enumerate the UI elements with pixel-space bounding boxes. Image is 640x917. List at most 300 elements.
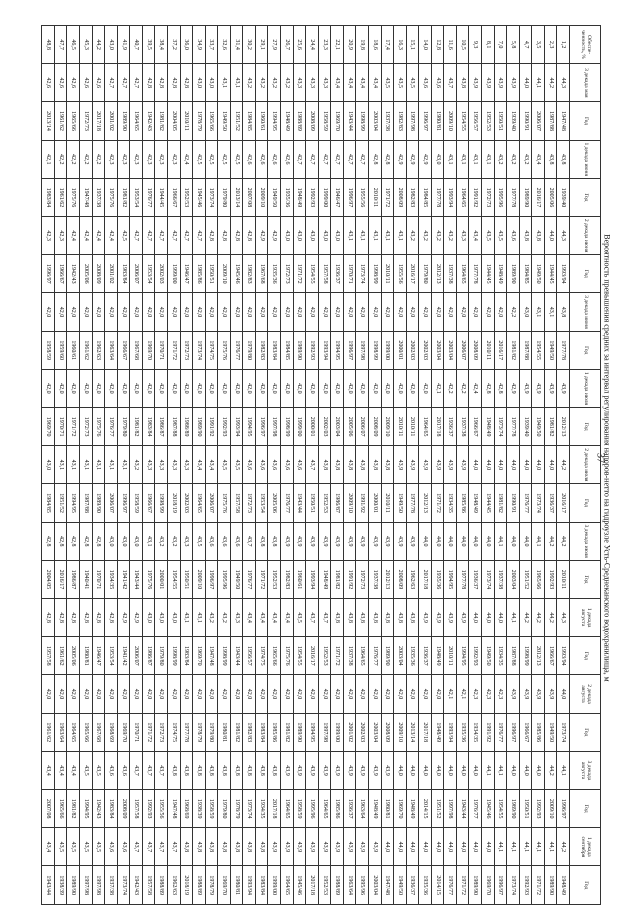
- head-value-cell: 42,8: [67, 599, 80, 637]
- probability-cell: 17,4: [381, 26, 394, 64]
- year-cell: 1976/77: [519, 484, 532, 522]
- exceedance-table: [41, 25, 601, 905]
- year-cell: 1967/68: [130, 331, 143, 369]
- head-value-cell: 43,0: [130, 522, 143, 560]
- year-cell: 1948/49: [557, 866, 570, 905]
- head-value-cell: 44,2: [557, 522, 570, 560]
- head-value-cell: 43,4: [343, 64, 356, 102]
- year-cell: 1948/49: [406, 790, 419, 828]
- head-value-cell: 43,2: [419, 217, 432, 255]
- head-value-cell: 42,7: [306, 140, 319, 178]
- year-cell: 1978/79: [230, 790, 243, 828]
- head-value-cell: 43,4: [331, 64, 344, 102]
- head-value-cell: 43,6: [105, 751, 118, 789]
- year-cell: 1948/49: [431, 713, 444, 751]
- head-value-cell: 42,2: [67, 140, 80, 178]
- column-header: 3 декада августа: [570, 751, 601, 789]
- head-value-cell: 43,9: [431, 599, 444, 637]
- year-cell: 1976/77: [281, 484, 294, 522]
- head-value-cell: 43,1: [117, 446, 130, 484]
- head-value-cell: 42,8: [180, 64, 193, 102]
- head-value-cell: 44,3: [557, 217, 570, 255]
- year-cell: 2009/10: [343, 484, 356, 522]
- table-row: [494, 26, 507, 905]
- head-value-cell: 43,8: [369, 599, 382, 637]
- probability-cell: 38,4: [155, 26, 168, 64]
- probability-cell: 3,5: [532, 26, 545, 64]
- probability-cell: 47,7: [54, 26, 67, 64]
- year-cell: 2005/06: [67, 637, 80, 675]
- head-value-cell: 42,8: [80, 599, 93, 637]
- year-cell: 1971/72: [381, 178, 394, 216]
- head-value-cell: 43,9: [469, 64, 482, 102]
- head-value-cell: 43,1: [80, 446, 93, 484]
- head-value-cell: 43,5: [80, 828, 93, 866]
- year-cell: 1948/49: [369, 790, 382, 828]
- head-value-cell: 43,9: [494, 64, 507, 102]
- year-cell: 1969/70: [142, 331, 155, 369]
- head-value-cell: 43,9: [381, 522, 394, 560]
- table-row: [80, 26, 93, 905]
- year-cell: 1948/49: [482, 408, 495, 446]
- year-cell: 1998/99: [356, 102, 369, 140]
- head-value-cell: 42,6: [42, 64, 55, 102]
- head-value-cell: 44,0: [482, 599, 495, 637]
- year-cell: 2006/07: [130, 637, 143, 675]
- probability-cell: 4,7: [519, 26, 532, 64]
- year-cell: 2003/04: [507, 560, 520, 598]
- year-cell: 1970/71: [155, 331, 168, 369]
- head-value-cell: 43,8: [343, 599, 356, 637]
- head-value-cell: 42,0: [381, 675, 394, 713]
- table-row: [293, 26, 306, 905]
- head-value-cell: 42,0: [117, 293, 130, 331]
- head-value-cell: 42,7: [318, 140, 331, 178]
- head-value-cell: 44,1: [494, 751, 507, 789]
- table-row: [67, 26, 80, 905]
- year-cell: 1984/85: [281, 331, 294, 369]
- head-value-cell: 43,1: [544, 293, 557, 331]
- head-value-cell: 43,0: [281, 217, 294, 255]
- year-cell: 1948/49: [494, 255, 507, 293]
- year-cell: 1942/43: [67, 255, 80, 293]
- head-value-cell: 43,9: [293, 522, 306, 560]
- head-value-cell: 43,8: [205, 751, 218, 789]
- head-value-cell: 43,0: [293, 217, 306, 255]
- head-value-cell: 42,9: [268, 217, 281, 255]
- head-value-cell: 43,0: [331, 217, 344, 255]
- year-cell: 1953/54: [255, 484, 268, 522]
- head-value-cell: 44,0: [507, 522, 520, 560]
- table-row: [343, 26, 356, 905]
- table-row: [105, 26, 118, 905]
- year-cell: 1998/99: [519, 637, 532, 675]
- head-value-cell: 43,8: [318, 446, 331, 484]
- head-value-cell: 43,9: [343, 828, 356, 866]
- head-value-cell: 44,0: [419, 751, 432, 789]
- year-cell: 1989/90: [92, 484, 105, 522]
- year-cell: 1939/40: [557, 178, 570, 216]
- year-cell: 1962/63: [168, 866, 181, 905]
- year-cell: 1960/61: [293, 560, 306, 598]
- head-value-cell: 42,0: [356, 293, 369, 331]
- head-value-cell: 43,0: [519, 293, 532, 331]
- year-cell: 2008/09: [117, 790, 130, 828]
- year-cell: 1949/50: [218, 102, 231, 140]
- head-value-cell: 44,3: [557, 64, 570, 102]
- head-value-cell: 44,0: [469, 599, 482, 637]
- head-value-cell: 43,4: [469, 217, 482, 255]
- head-value-cell: 42,0: [92, 369, 105, 407]
- column-header: 2 декада августа: [570, 675, 601, 713]
- head-value-cell: 43,6: [218, 522, 231, 560]
- table-row: [130, 26, 143, 905]
- table-row: [54, 26, 67, 905]
- head-value-cell: 44,0: [381, 828, 394, 866]
- table-row: [142, 26, 155, 905]
- year-cell: 1979/80: [243, 331, 256, 369]
- head-value-cell: 44,1: [507, 828, 520, 866]
- head-value-cell: 43,9: [356, 751, 369, 789]
- head-value-cell: 42,0: [155, 675, 168, 713]
- year-cell: 1937/38: [494, 560, 507, 598]
- head-value-cell: 43,9: [394, 446, 407, 484]
- head-value-cell: 42,8: [218, 217, 231, 255]
- head-value-cell: 43,2: [406, 217, 419, 255]
- probability-cell: 31,4: [230, 26, 243, 64]
- year-cell: 1951/52: [519, 560, 532, 598]
- year-cell: 1948/49: [293, 178, 306, 216]
- head-value-cell: 43,0: [205, 64, 218, 102]
- head-value-cell: 43,9: [544, 369, 557, 407]
- year-cell: 1945/46: [293, 866, 306, 905]
- head-value-cell: 43,3: [318, 64, 331, 102]
- table-row: [482, 26, 495, 905]
- probability-cell: 7,0: [494, 26, 507, 64]
- head-value-cell: 43,9: [369, 828, 382, 866]
- head-value-cell: 42,2: [507, 293, 520, 331]
- year-cell: 1963/64: [105, 331, 118, 369]
- year-cell: 1942/43: [130, 866, 143, 905]
- year-cell: 2017/18: [92, 102, 105, 140]
- year-cell: 1941/42: [117, 560, 130, 598]
- year-cell: 1991/92: [343, 560, 356, 598]
- head-value-cell: 43,1: [218, 64, 231, 102]
- head-value-cell: 43,8: [557, 293, 570, 331]
- table-row: [507, 26, 520, 905]
- head-value-cell: 43,4: [193, 446, 206, 484]
- year-cell: 1950/51: [519, 790, 532, 828]
- table-row: [268, 26, 281, 905]
- year-cell: 1971/72: [293, 255, 306, 293]
- column-header: Год: [570, 102, 601, 140]
- head-value-cell: 43,2: [218, 599, 231, 637]
- probability-cell: 16,3: [394, 26, 407, 64]
- year-cell: 1977/78: [557, 331, 570, 369]
- year-cell: 2002/03: [318, 408, 331, 446]
- head-value-cell: 43,6: [243, 446, 256, 484]
- head-value-cell: 43,8: [369, 446, 382, 484]
- year-cell: 1966/67: [117, 331, 130, 369]
- head-value-cell: 43,2: [431, 217, 444, 255]
- year-cell: 1935/36: [431, 560, 444, 598]
- probability-cell: 29,1: [255, 26, 268, 64]
- year-cell: 1996/97: [42, 255, 55, 293]
- head-value-cell: 42,0: [105, 369, 118, 407]
- head-value-cell: 42,0: [406, 293, 419, 331]
- table-row: [381, 26, 394, 905]
- year-cell: 1969/70: [117, 713, 130, 751]
- year-cell: 1962/63: [92, 331, 105, 369]
- head-value-cell: 43,8: [193, 751, 206, 789]
- head-value-cell: 43,1: [456, 140, 469, 178]
- head-value-cell: 42,6: [92, 64, 105, 102]
- year-cell: 1981/82: [155, 102, 168, 140]
- head-value-cell: 44,0: [532, 446, 545, 484]
- year-cell: 1988/89: [155, 866, 168, 905]
- head-value-cell: 42,9: [130, 599, 143, 637]
- year-cell: 1955/56: [394, 255, 407, 293]
- year-cell: 1965/66: [80, 713, 93, 751]
- head-value-cell: 43,4: [268, 599, 281, 637]
- year-cell: 1983/84: [105, 790, 118, 828]
- probability-cell: 27,9: [268, 26, 281, 64]
- year-cell: 2017/18: [419, 560, 432, 598]
- year-cell: 1964/65: [456, 255, 469, 293]
- year-cell: 1977/78: [431, 178, 444, 216]
- probability-cell: 30,2: [243, 26, 256, 64]
- year-cell: 1973/74: [356, 255, 369, 293]
- head-value-cell: 44,2: [557, 446, 570, 484]
- year-cell: 1963/64: [54, 713, 67, 751]
- probability-cell: 22,1: [331, 26, 344, 64]
- head-value-cell: 42,0: [205, 293, 218, 331]
- table-row: [255, 26, 268, 905]
- year-cell: 1950/51: [306, 484, 319, 522]
- year-cell: 1993/94: [306, 560, 319, 598]
- year-cell: 1971/72: [331, 637, 344, 675]
- head-value-cell: 43,1: [343, 217, 356, 255]
- head-value-cell: 43,7: [155, 828, 168, 866]
- head-value-cell: 44,0: [507, 446, 520, 484]
- table-row: [406, 26, 419, 905]
- probability-cell: 34,9: [193, 26, 206, 64]
- head-value-cell: 43,6: [117, 751, 130, 789]
- head-value-cell: 42,0: [469, 293, 482, 331]
- year-cell: 1999/00: [168, 255, 181, 293]
- head-value-cell: 43,9: [369, 751, 382, 789]
- year-cell: 2013/14: [42, 102, 55, 140]
- year-cell: 1938/39: [54, 866, 67, 905]
- year-cell: 1975/76: [281, 637, 294, 675]
- probability-cell: 19,8: [356, 26, 369, 64]
- probability-cell: 45,3: [80, 26, 93, 64]
- year-cell: 1980/81: [230, 866, 243, 905]
- head-value-cell: 43,1: [369, 217, 382, 255]
- year-cell: 1955/56: [155, 790, 168, 828]
- head-value-cell: 43,6: [255, 446, 268, 484]
- head-value-cell: 43,9: [331, 828, 344, 866]
- head-value-cell: 44,0: [519, 446, 532, 484]
- head-value-cell: 42,3: [142, 140, 155, 178]
- head-value-cell: 42,0: [243, 293, 256, 331]
- head-value-cell: 42,0: [419, 293, 432, 331]
- year-cell: 1973/74: [193, 331, 206, 369]
- head-value-cell: 43,2: [494, 140, 507, 178]
- year-cell: 1956/57: [243, 637, 256, 675]
- head-value-cell: 42,8: [482, 369, 495, 407]
- head-value-cell: 44,2: [532, 599, 545, 637]
- head-value-cell: 42,0: [54, 293, 67, 331]
- year-cell: 1964/65: [281, 866, 294, 905]
- column-header: 3 декада июля: [570, 522, 601, 560]
- year-cell: 1982/83: [243, 713, 256, 751]
- year-cell: 1951/52: [54, 484, 67, 522]
- head-value-cell: 43,4: [356, 64, 369, 102]
- head-value-cell: 43,4: [54, 751, 67, 789]
- probability-cell: 48,8: [42, 26, 55, 64]
- head-value-cell: 42,3: [482, 675, 495, 713]
- year-cell: 1976/77: [105, 408, 118, 446]
- head-value-cell: 42,0: [180, 675, 193, 713]
- year-cell: 1965/66: [67, 102, 80, 140]
- column-header: Год: [570, 484, 601, 522]
- year-cell: 1989/90: [381, 637, 394, 675]
- probability-cell: 24,4: [306, 26, 319, 64]
- head-value-cell: 43,4: [67, 751, 80, 789]
- year-cell: 1995/96: [306, 790, 319, 828]
- year-cell: 1972/73: [243, 484, 256, 522]
- year-cell: 1935/36: [268, 255, 281, 293]
- year-cell: 1971/72: [168, 331, 181, 369]
- year-cell: 1997/98: [356, 331, 369, 369]
- year-cell: 1996/97: [494, 866, 507, 905]
- year-cell: 1983/84: [42, 178, 55, 216]
- year-cell: 2002/03: [180, 484, 193, 522]
- year-cell: 2013/14: [230, 178, 243, 216]
- year-cell: 1973/74: [507, 866, 520, 905]
- year-cell: 2001/02: [105, 102, 118, 140]
- head-value-cell: 42,3: [42, 217, 55, 255]
- head-value-cell: 43,8: [268, 522, 281, 560]
- year-cell: 1989/90: [193, 408, 206, 446]
- probability-cell: 18,6: [369, 26, 382, 64]
- head-value-cell: 43,3: [230, 599, 243, 637]
- year-cell: 1963/64: [343, 866, 356, 905]
- head-value-cell: 43,9: [519, 369, 532, 407]
- head-value-cell: 44,1: [494, 522, 507, 560]
- year-cell: 1980/81: [80, 637, 93, 675]
- head-value-cell: 43,1: [469, 140, 482, 178]
- head-value-cell: 43,6: [105, 828, 118, 866]
- year-cell: 1949/50: [532, 408, 545, 446]
- head-value-cell: 44,0: [482, 446, 495, 484]
- head-value-cell: 43,8: [381, 599, 394, 637]
- head-value-cell: 43,8: [268, 751, 281, 789]
- year-cell: 2002/03: [356, 713, 369, 751]
- head-value-cell: 43,9: [318, 751, 331, 789]
- year-cell: 1982/83: [281, 560, 294, 598]
- year-cell: 1949/50: [482, 637, 495, 675]
- year-cell: 1948/49: [318, 560, 331, 598]
- year-cell: 1994/95: [306, 713, 319, 751]
- head-value-cell: 44,1: [532, 522, 545, 560]
- year-cell: 1998/99: [369, 331, 382, 369]
- year-cell: 1993/94: [557, 255, 570, 293]
- year-cell: 1947/48: [381, 866, 394, 905]
- year-cell: 1952/53: [318, 866, 331, 905]
- head-value-cell: 43,1: [230, 64, 243, 102]
- head-value-cell: 42,0: [142, 369, 155, 407]
- year-cell: 1963/64: [356, 790, 369, 828]
- year-cell: 1997/98: [318, 713, 331, 751]
- year-cell: 1973/74: [205, 178, 218, 216]
- head-value-cell: 42,1: [42, 140, 55, 178]
- head-value-cell: 42,0: [142, 675, 155, 713]
- head-value-cell: 42,0: [230, 369, 243, 407]
- head-value-cell: 43,8: [230, 828, 243, 866]
- head-value-cell: 44,0: [444, 522, 457, 560]
- head-value-cell: 44,0: [469, 522, 482, 560]
- head-value-cell: 43,8: [193, 828, 206, 866]
- head-value-cell: 43,2: [168, 522, 181, 560]
- head-value-cell: 43,9: [281, 751, 294, 789]
- year-cell: 2016/17: [494, 331, 507, 369]
- column-header: 1 декада сентября: [570, 828, 601, 866]
- year-cell: 1998/99: [369, 255, 382, 293]
- year-cell: 1953/54: [130, 178, 143, 216]
- head-value-cell: 42,0: [155, 293, 168, 331]
- year-cell: 1986/87: [67, 560, 80, 598]
- table-row: [205, 26, 218, 905]
- table-row: [519, 26, 532, 905]
- head-value-cell: 43,9: [268, 828, 281, 866]
- probability-cell: 8,1: [482, 26, 495, 64]
- year-cell: 1944/45: [482, 484, 495, 522]
- year-cell: 1994/95: [80, 790, 93, 828]
- year-cell: 1974/75: [205, 331, 218, 369]
- year-cell: 1973/74: [117, 866, 130, 905]
- year-cell: 2000/01: [306, 408, 319, 446]
- head-value-cell: 42,0: [255, 293, 268, 331]
- year-cell: 1952/53: [180, 178, 193, 216]
- year-cell: 1988/89: [180, 408, 193, 446]
- head-value-cell: 42,9: [117, 599, 130, 637]
- year-cell: 1972/73: [180, 331, 193, 369]
- year-cell: 1994/95: [268, 102, 281, 140]
- head-value-cell: 43,0: [318, 217, 331, 255]
- head-value-cell: 43,9: [369, 522, 382, 560]
- year-cell: 1958/59: [130, 484, 143, 522]
- year-cell: 2016/17: [406, 255, 419, 293]
- year-cell: 1954/55: [532, 331, 545, 369]
- head-value-cell: 43,9: [532, 369, 545, 407]
- year-cell: 2018/19: [180, 866, 193, 905]
- head-value-cell: 42,0: [381, 369, 394, 407]
- year-cell: 1995/96: [356, 866, 369, 905]
- head-value-cell: 43,6: [205, 522, 218, 560]
- head-value-cell: 44,2: [544, 751, 557, 789]
- head-value-cell: 42,0: [193, 369, 206, 407]
- year-cell: 1986/87: [155, 408, 168, 446]
- year-cell: 1976/77: [142, 178, 155, 216]
- year-cell: 2005/06: [80, 255, 93, 293]
- year-cell: 1948/49: [281, 102, 294, 140]
- year-cell: 1962/63: [406, 560, 419, 598]
- year-cell: 1976/77: [230, 331, 243, 369]
- head-value-cell: 42,9: [255, 217, 268, 255]
- head-value-cell: 43,3: [142, 446, 155, 484]
